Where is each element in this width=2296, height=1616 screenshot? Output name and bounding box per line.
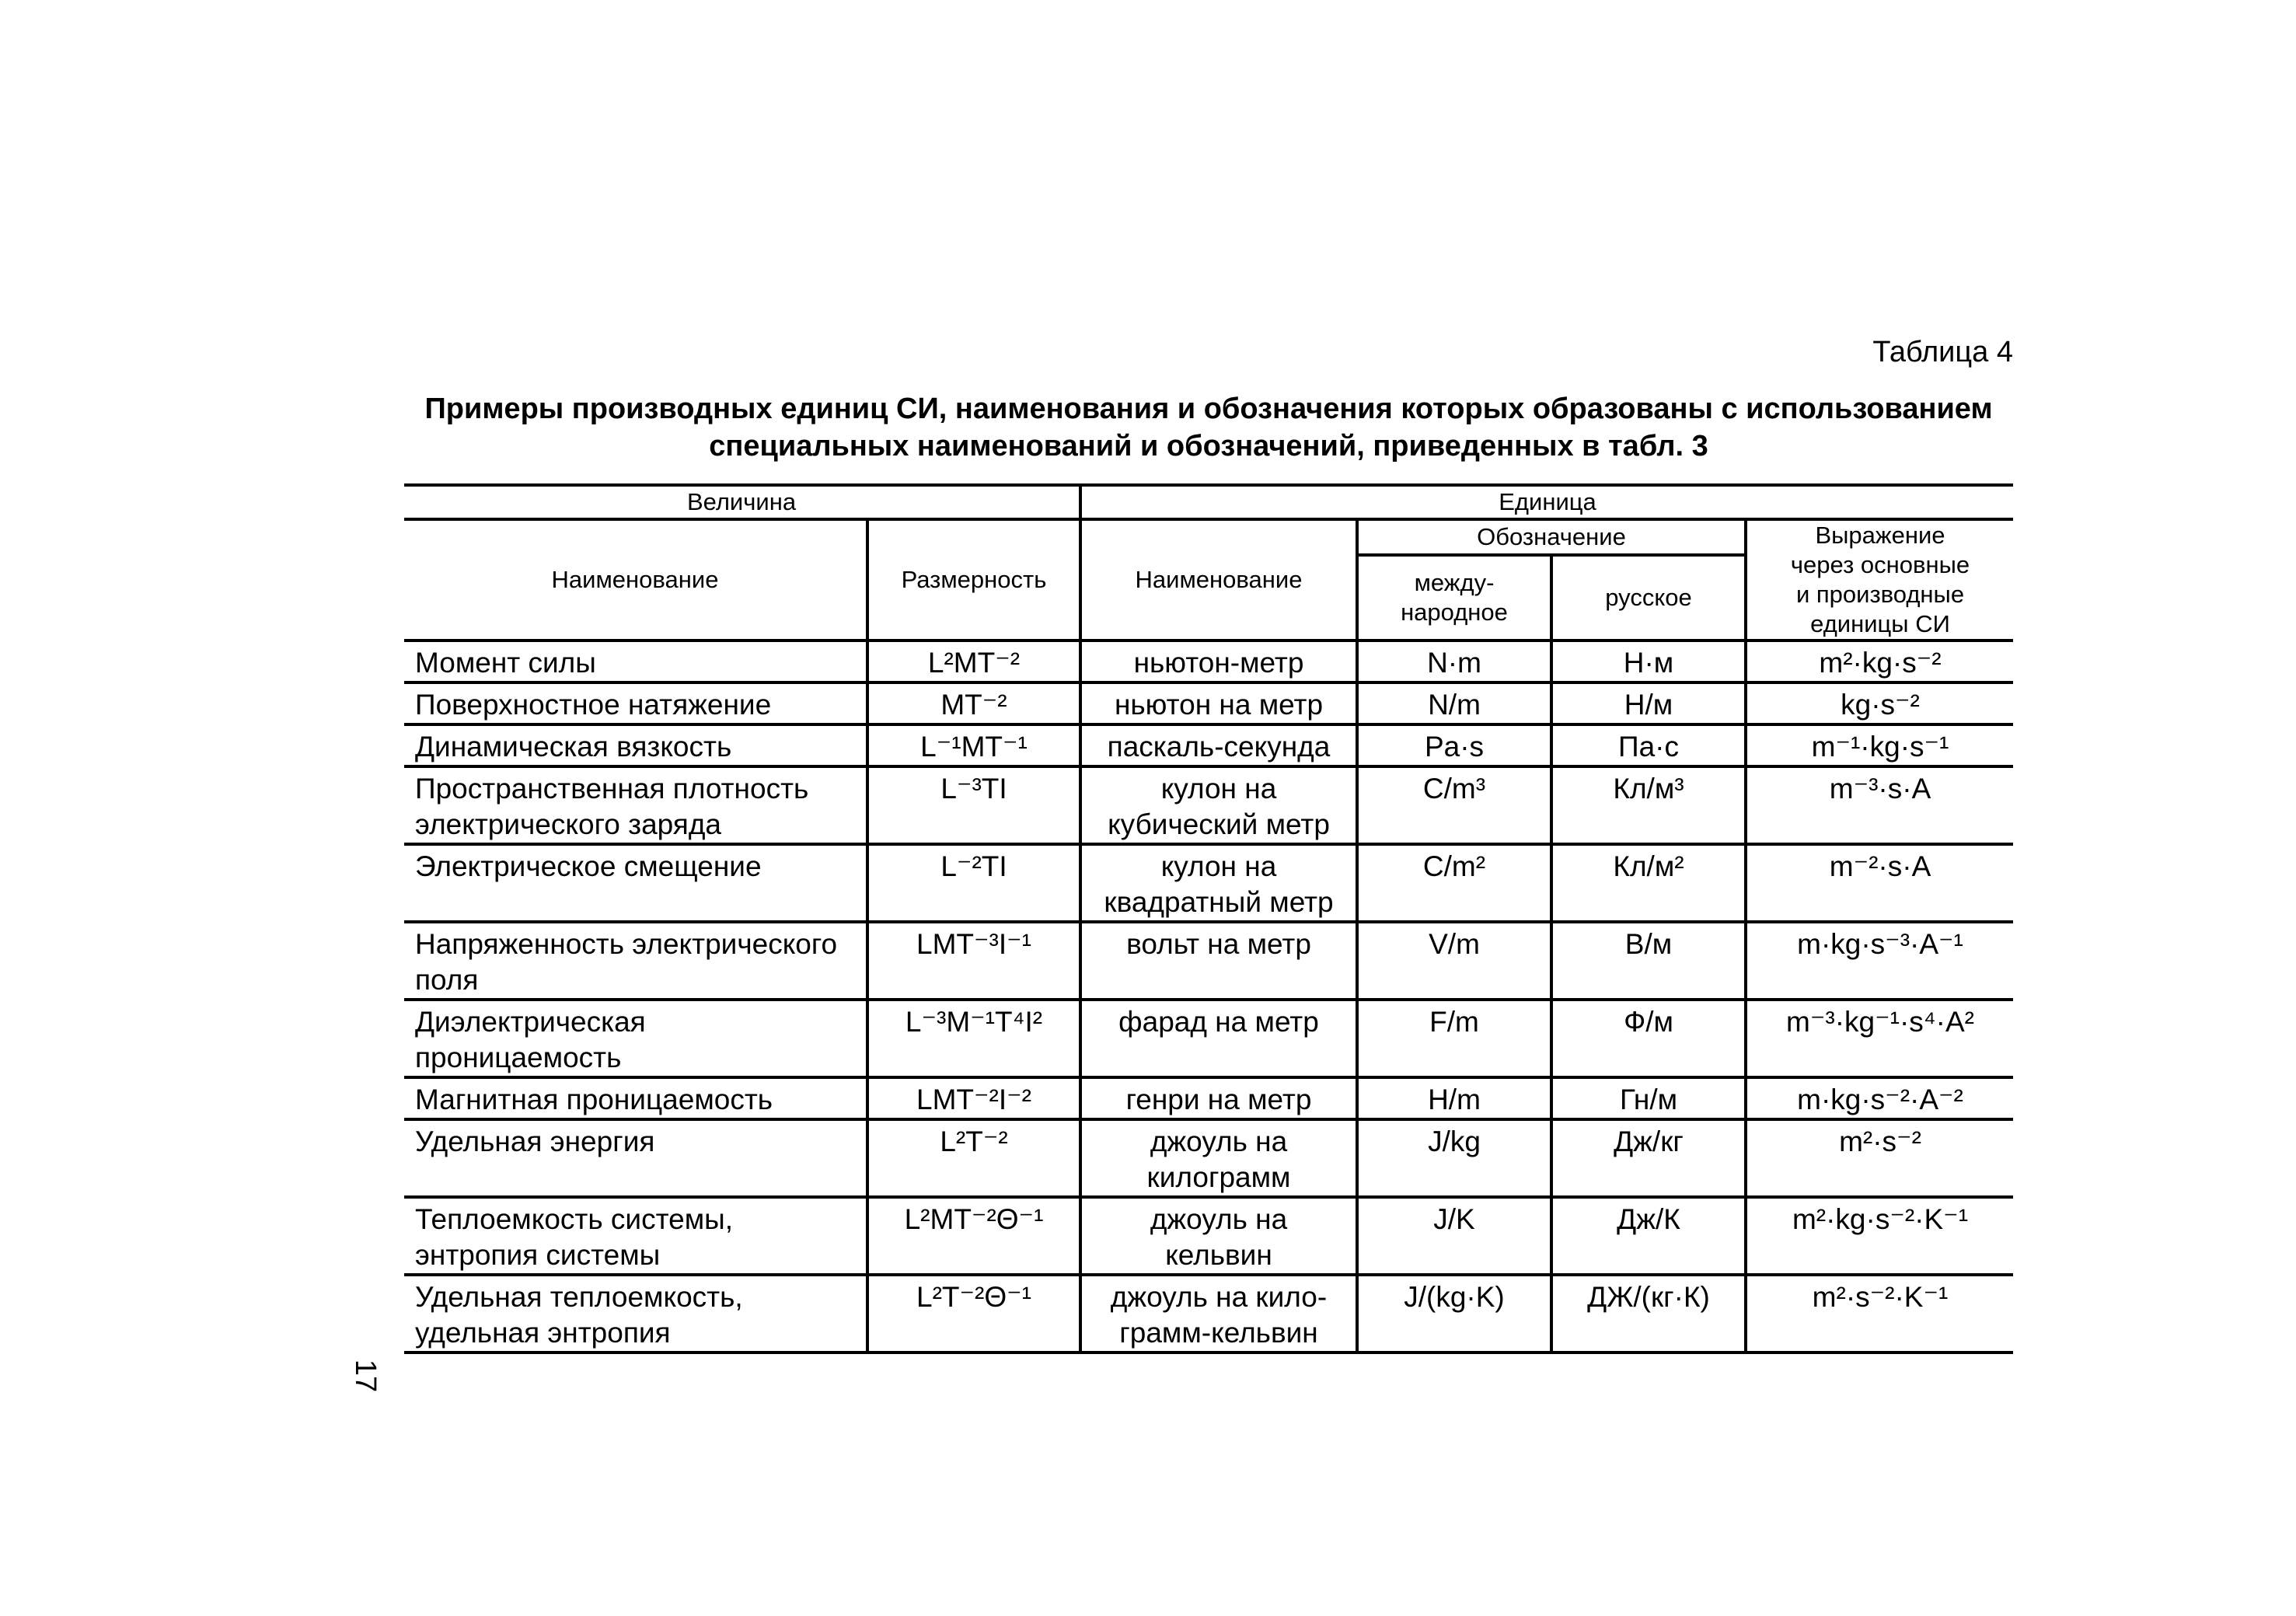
cell-russian-symbol: Н·м xyxy=(1551,640,1746,682)
cell-dimension: LMT⁻³I⁻¹ xyxy=(867,922,1080,1000)
cell-russian-symbol: Дж/К xyxy=(1551,1197,1746,1275)
title-line-1: Примеры производных единиц СИ, наименования и обозначения которых образованы с использованием xyxy=(424,393,1993,425)
table-row xyxy=(404,682,2013,724)
header-russian: русское xyxy=(1551,555,1746,640)
cell-dimension: L⁻³M⁻¹T⁴I² xyxy=(867,1000,1080,1077)
cell-unit-name: джоуль на килограмм xyxy=(1080,1119,1357,1197)
cell-si-expression: kg·s⁻² xyxy=(1746,682,2013,724)
cell-quantity-name: Электрическое смещение xyxy=(404,844,867,922)
cell-russian-symbol: Кл/м² xyxy=(1551,844,1746,922)
title-line-2: специальных наименований и обозначений, приведенных в табл. 3 xyxy=(709,430,1708,462)
cell-international-symbol: J/kg xyxy=(1357,1119,1551,1197)
cell-dimension: L²MT⁻²Θ⁻¹ xyxy=(867,1197,1080,1275)
cell-international-symbol: H/m xyxy=(1357,1077,1551,1119)
cell-russian-symbol: В/м xyxy=(1551,922,1746,1000)
cell-unit-name: фарад на метр xyxy=(1080,1000,1357,1077)
table-number: Таблица 4 xyxy=(1872,336,2013,368)
cell-si-expression: m²·kg·s⁻²·K⁻¹ xyxy=(1746,1197,2013,1275)
header-quantity-name: Наименование xyxy=(404,519,867,640)
cell-russian-symbol: ДЖ/(кг·К) xyxy=(1551,1275,1746,1352)
cell-si-expression: m·kg·s⁻²·A⁻² xyxy=(1746,1077,2013,1119)
header-designation: Обозначение xyxy=(1357,519,1746,555)
cell-unit-name: кулон на квадратный метр xyxy=(1080,844,1357,922)
cell-dimension: L²T⁻² xyxy=(867,1119,1080,1197)
cell-russian-symbol: Н/м xyxy=(1551,682,1746,724)
table-body xyxy=(404,640,2013,1352)
cell-dimension: L²MT⁻² xyxy=(867,640,1080,682)
cell-dimension: L⁻²TI xyxy=(867,844,1080,922)
cell-international-symbol: J/K xyxy=(1357,1197,1551,1275)
cell-unit-name: ньютон-метр xyxy=(1080,640,1357,682)
table-row xyxy=(404,922,2013,1000)
cell-dimension: MT⁻² xyxy=(867,682,1080,724)
cell-dimension: LMT⁻²I⁻² xyxy=(867,1077,1080,1119)
header-quantity: Величина xyxy=(404,485,1080,519)
cell-si-expression: m⁻²·s·A xyxy=(1746,844,2013,922)
cell-si-expression: m²·s⁻² xyxy=(1746,1119,2013,1197)
cell-quantity-name: Пространственная плотность электрического заряда xyxy=(404,766,867,844)
header-unit: Единица xyxy=(1080,485,2013,519)
table-row xyxy=(404,640,2013,682)
cell-unit-name: паскаль-секунда xyxy=(1080,724,1357,766)
page-number: 17 xyxy=(349,1359,382,1393)
cell-quantity-name: Удельная энергия xyxy=(404,1119,867,1197)
header-unit-name: Наименование xyxy=(1080,519,1357,640)
table-title xyxy=(404,390,2013,465)
table-row xyxy=(404,1197,2013,1275)
cell-quantity-name: Поверхностное натяжение xyxy=(404,682,867,724)
cell-si-expression: m⁻³·kg⁻¹·s⁴·A² xyxy=(1746,1000,2013,1077)
header-dimension: Размерность xyxy=(867,519,1080,640)
cell-international-symbol: C/m³ xyxy=(1357,766,1551,844)
cell-quantity-name: Момент силы xyxy=(404,640,867,682)
cell-si-expression: m⁻³·s·A xyxy=(1746,766,2013,844)
cell-international-symbol: Pa·s xyxy=(1357,724,1551,766)
cell-quantity-name: Магнитная проницаемость xyxy=(404,1077,867,1119)
cell-quantity-name: Теплоемкость системы, энтропия системы xyxy=(404,1197,867,1275)
table-row xyxy=(404,724,2013,766)
cell-quantity-name: Диэлектрическая проницаемость xyxy=(404,1000,867,1077)
cell-si-expression: m²·kg·s⁻² xyxy=(1746,640,2013,682)
cell-russian-symbol: Кл/м³ xyxy=(1551,766,1746,844)
cell-dimension: L⁻¹MT⁻¹ xyxy=(867,724,1080,766)
header-expression: Выражение через основные и производные единицы СИ xyxy=(1746,519,2013,640)
table-row xyxy=(404,766,2013,844)
cell-si-expression: m⁻¹·kg·s⁻¹ xyxy=(1746,724,2013,766)
cell-unit-name: джоуль на кельвин xyxy=(1080,1197,1357,1275)
table-row xyxy=(404,1119,2013,1197)
cell-international-symbol: C/m² xyxy=(1357,844,1551,922)
cell-russian-symbol: Гн/м xyxy=(1551,1077,1746,1119)
cell-si-expression: m²·s⁻²·K⁻¹ xyxy=(1746,1275,2013,1352)
cell-international-symbol: N·m xyxy=(1357,640,1551,682)
cell-international-symbol: N/m xyxy=(1357,682,1551,724)
cell-unit-name: генри на метр xyxy=(1080,1077,1357,1119)
cell-quantity-name: Динамическая вязкость xyxy=(404,724,867,766)
cell-quantity-name: Удельная теплоемкость, удельная энтропия xyxy=(404,1275,867,1352)
cell-unit-name: джоуль на кило- грамм-кельвин xyxy=(1080,1275,1357,1352)
cell-russian-symbol: Па·с xyxy=(1551,724,1746,766)
cell-unit-name: ньютон на метр xyxy=(1080,682,1357,724)
cell-dimension: L⁻³TI xyxy=(867,766,1080,844)
cell-russian-symbol: Дж/кг xyxy=(1551,1119,1746,1197)
cell-international-symbol: F/m xyxy=(1357,1000,1551,1077)
cell-unit-name: вольт на метр xyxy=(1080,922,1357,1000)
cell-dimension: L²T⁻²Θ⁻¹ xyxy=(867,1275,1080,1352)
cell-si-expression: m·kg·s⁻³·A⁻¹ xyxy=(1746,922,2013,1000)
cell-quantity-name: Напряженность электрического поля xyxy=(404,922,867,1000)
header-international: между- народное xyxy=(1357,555,1551,640)
cell-international-symbol: J/(kg·K) xyxy=(1357,1275,1551,1352)
table-row xyxy=(404,844,2013,922)
table-row xyxy=(404,1000,2013,1077)
table-row xyxy=(404,1275,2013,1352)
table-row xyxy=(404,1077,2013,1119)
cell-russian-symbol: Ф/м xyxy=(1551,1000,1746,1077)
cell-unit-name: кулон на кубический метр xyxy=(1080,766,1357,844)
units-table xyxy=(404,483,2013,1354)
cell-international-symbol: V/m xyxy=(1357,922,1551,1000)
